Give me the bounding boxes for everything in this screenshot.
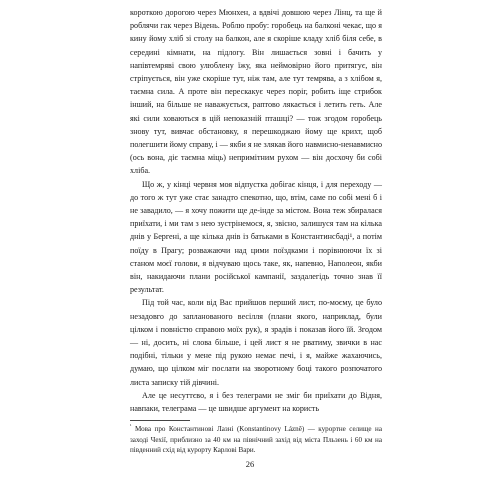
paragraph-2: Що ж, у кінці червня моя відпустка добігає кінця, і для переходу — до того ж тут уже стає занадто спекотно, що, втім, саме по собі мені б і не завадило, — я хочу пожити ще де-інде за містом. Вона теж збиралася приїхати, і ми там з нею зустрінемося, я, звісно, залишуся там на кілька днів у Бергені, а ще кілька днів із батьками в Константинсбаді¹, а потім поїду в Прагу; розважаючи над цими поїздками і порівнюючи їх зі станом моєї голови, я відчуваю щось таке, як, напевно, Наполеон, якби він, накидаючи плани російської кампанії, заздалегідь точно знав її результат. <box>130 179 382 295</box>
page-number: 26 <box>245 459 255 469</box>
footnote-text: Мова про Константинові Лазні (Konstantinovy Lázně) — курортне селище на заході Чехії, приблизно за 40 км на північний захід від міста Пльзень і 60 км на південний схід від курорту Карлові Вари. <box>130 425 382 455</box>
paragraph-1: короткою дорогою через Мюнхен, а вдвічі довшою через Лінц, та ще й роблячи гак через Відень. Роблю пробу: горобець на балконі чекає, що я кину йому хліб зі столу на балкон, але я скоріше кладу хліб біля себе, в серединi кiмнати, на підлогу. Він лишається зовні і бачить у напівтемряві свою улюблену їжу, яка неймовірно його притягує, він стрiпується, він уже скоріше тут, ніж там, але тут темрява, а з хлібом я, таємна сила. А проте він перескакує через поріг, робить іще стрибок інший, на більше не наважується, раптово лякається і летить геть. Але які сили ховаються в цій непоказній пташці? — тож згодом горобець знову тут, вивчає обстановку, я перешкоджаю йому ще крихт, щоб полегшити йому справу, і — якби я не злякав його навмисно-ненавмисно (ось вона, дiє таємна міць) непримітним рухом — він досхочу би собі хліба. <box>130 8 382 176</box>
footnote <box>130 424 382 456</box>
paragraph-3: Під той час, коли від Вас прийшов перший лист, по-моєму, це було незадовго до запланованого весілля (плани якого, наприклад, були цілком і повністю справою моїх рук), я зрадів і показав його їй. Згодом — ні, досить, ні слова більше, і цей лист я не рватиму, звички в нас подібні, тільки у мене під рукою немає печі, і я, майже жахаючись, думаю, що цілком міг послати на зворотному боці такого розпочатого листа записку тій дівчині. <box>130 298 382 387</box>
body-text <box>130 6 382 456</box>
paragraph-4: Але це несуттєво, я і без телеграми не зміг би приїхати до Відня, навпаки, телеграма — це швидше аргумент на користь <box>130 390 382 414</box>
footnote-separator <box>130 420 190 421</box>
footnote-marker: ¹ <box>130 424 132 430</box>
